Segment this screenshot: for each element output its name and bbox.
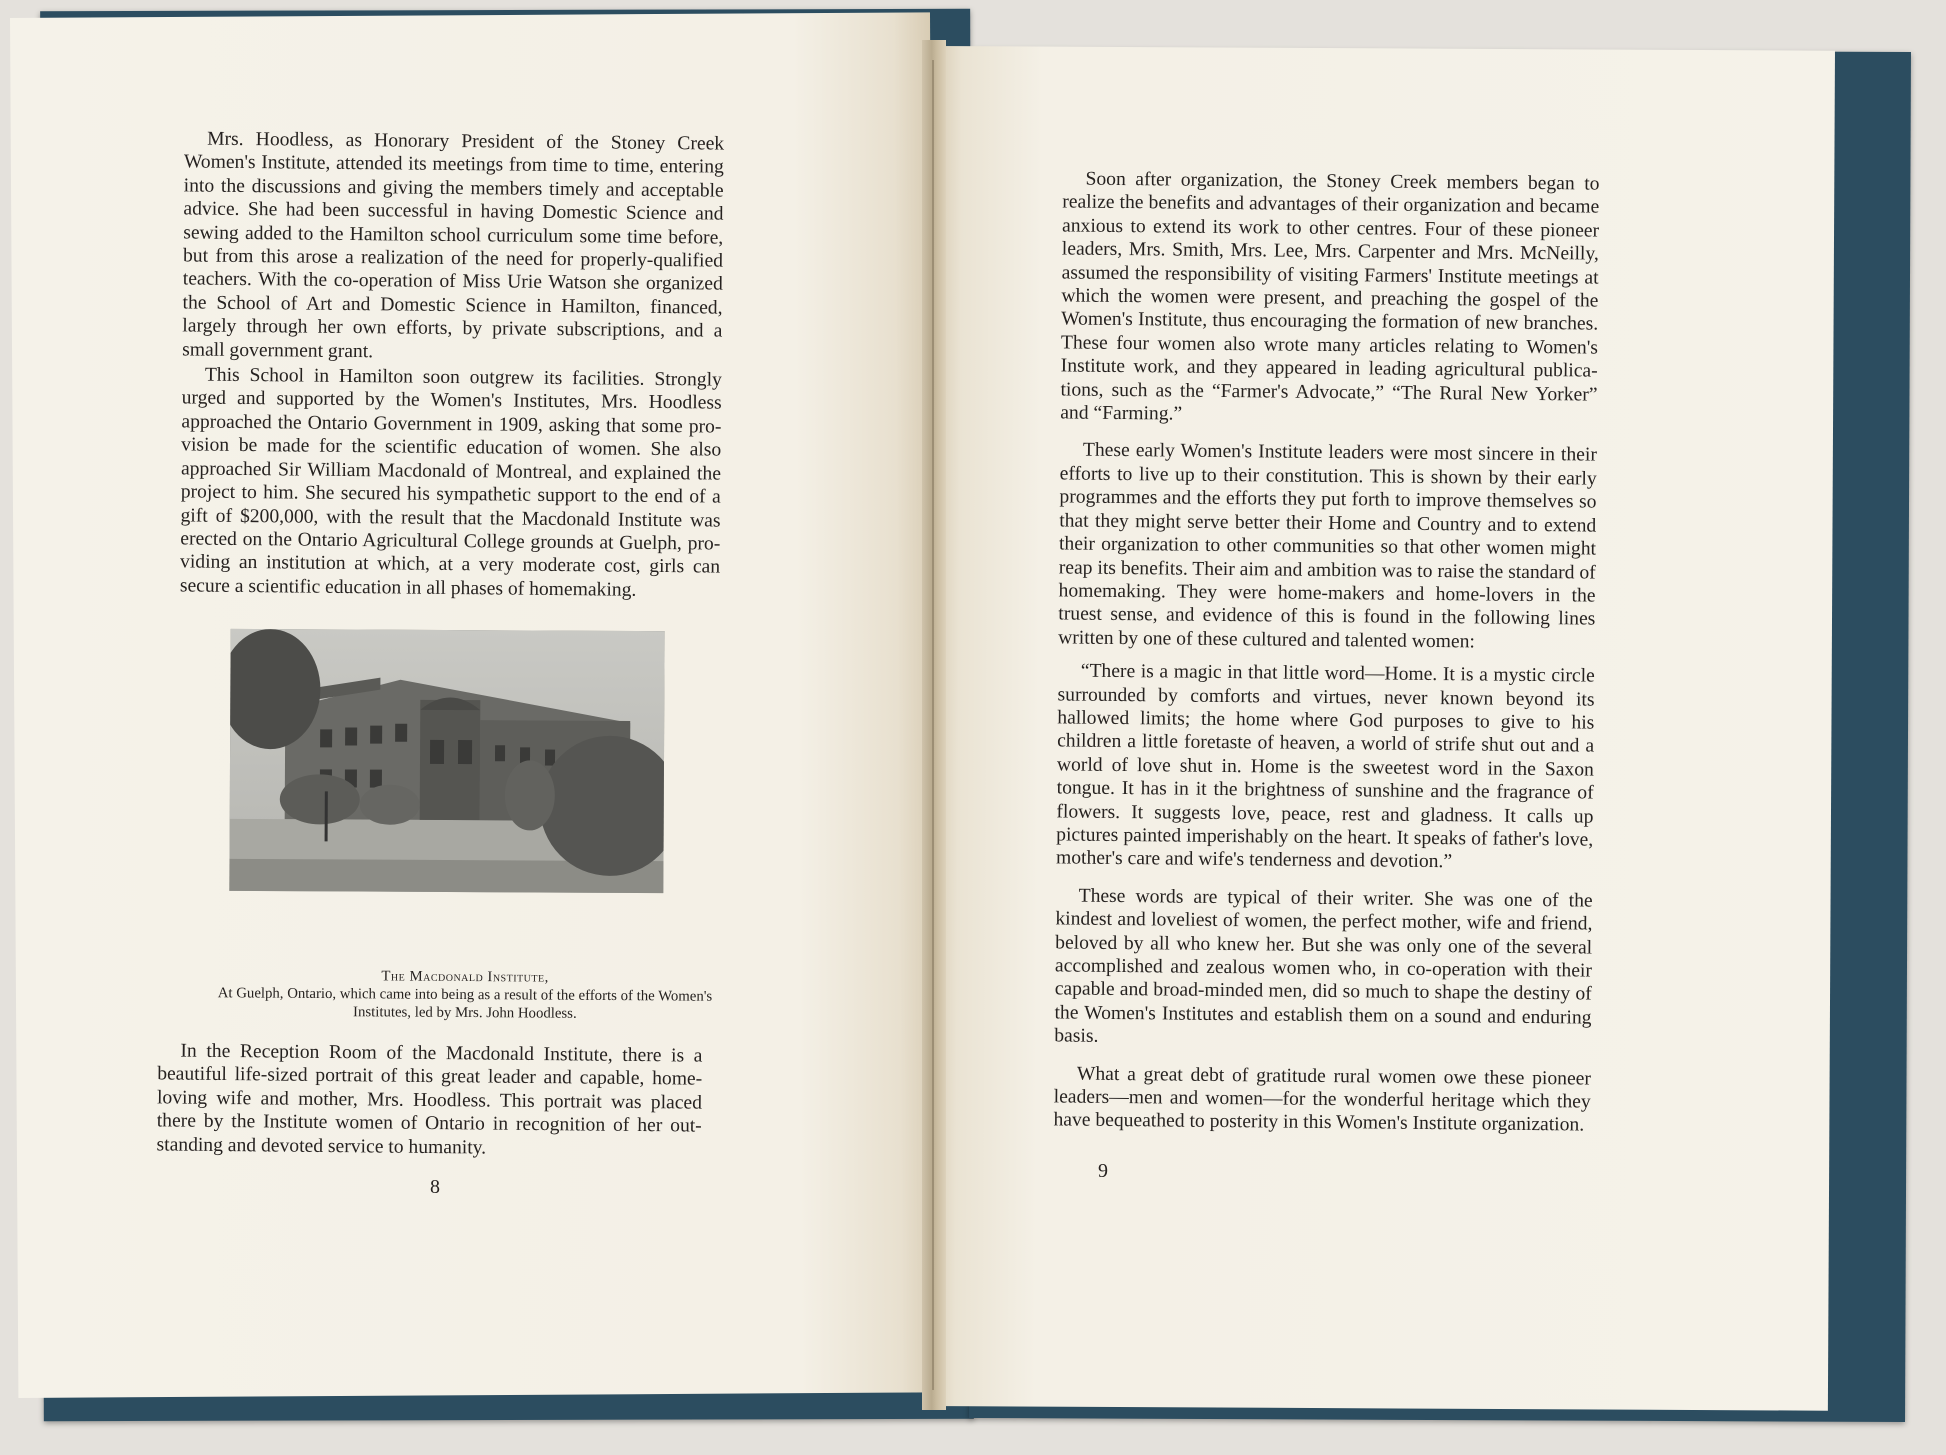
photo-caption-title: The Macdonald Institute, bbox=[381, 968, 549, 986]
right-page-body bbox=[1053, 167, 1599, 1137]
paragraph-reception-room: In the Reception Room of the Macdonald Institute, there is a beautiful life-sized portrait of this great leader and capable, home-loving wife and mother, Mrs. Hoodless. This portrait was placed there by the Institute women of Ontario in recognition of her outstanding and devoted service to humanity. bbox=[156, 1040, 703, 1159]
photo-caption bbox=[200, 966, 730, 1024]
paragraph-hoodless-president: Mrs. Hoodless, as Honorary President of the Stoney Creek Women's Institute, attended its meetings from time to time, entering into the discussions and giving the members timely and acceptable advice. She had been successful in having Domestic Science and sewing added to the Hamilton school curriculum some time before, but from this arose a realization of the need for properly-qualified teachers. With the co-operation of Miss Urie Watson she organized the School of Art and Domestic Science in Hamilton, financed, largely through her own efforts, by private subscriptions, and a small government grant. bbox=[182, 128, 725, 362]
book-gutter-binding bbox=[922, 40, 946, 1410]
paragraph-early-leaders: These early Women's Institute leaders were most sincere in their efforts to live up to their constitution. This is shown by their early programmes and the efforts they put forth to improve themselves so that they might serve better their Home and Country and to extend their organization to other communities so that other women might reap its benefits. Their aim and ambition was to raise the standard of homemaking. They were home-makers and home-lovers in the truest sense, and evidence of this is found in the following lines written by one of these cultured and talented women: bbox=[1058, 440, 1598, 653]
left-page-body-top bbox=[180, 127, 724, 602]
paragraph-stoney-creek-members: Soon after organization, the Stoney Creek members began to realize the benefits and advantages of their organization and became anxious to extend its work to other centres. Four of these pioneer leaders, Mrs. Smith, Mrs. Lee, Mrs. Carpenter and Mrs. McNeilly, assumed the responsibility of visiting Farmers' Institute meetings at which the women were present, and preaching the gospel of the Women's Institute, thus encouraging the formation of new branches. These four women also wrote many articles relating to Women's Institute work, and they appeared in leading agricultural publications, such as the “Farmer's Advocate,” “The Rural New Yorker” and “Farming.” bbox=[1060, 168, 1600, 425]
page-number-left: 8 bbox=[430, 1176, 440, 1198]
paragraph-typical-writer: These words are typical of their writer. She was one of the kindest and loveliest of women, the perfect mother, wife and friend, beloved by all who knew her. But she was only one of the several accomplished and zealous women who, in co-operation with their capable and broad-minded men, did so much to shape the destiny of the Women's Institutes and establish them on a sound and enduring basis. bbox=[1054, 885, 1593, 1048]
photo-caption-body: At Guelph, Ontario, which came into being as a result of the efforts of the Women's Institutes, led by Mrs. John Hoodless. bbox=[217, 985, 713, 1022]
paragraph-hamilton-school: This School in Hamilton soon outgrew its facilities. Strongly urged and supported by the Women's Institutes, Mrs. Hoodless approached the Ontario Government in 1909, asking that some provision be made for the scientific education of women. She also approached Sir William Macdonald of Montreal, and explained the project to him. She secured his sympathetic support to the end of a gift of $200,000, with the result that the Macdonald Institute was erected on the Ontario Agricultural College grounds at Guelph, providing an institution at which, at a very moderate cost, girls can secure a scientific education in all phases of homemaking. bbox=[179, 364, 722, 601]
page-number-right: 9 bbox=[1098, 1160, 1108, 1182]
paragraph-debt-of-gratitude: What a great debt of gratitude rural women owe these pioneer leaders—men and women—for the wonderful heritage which they have bequeathed to posterity in this Women's Institute organization. bbox=[1053, 1063, 1592, 1136]
quote-home: “There is a magic in that little word—Home. It is a mystic circle surrounded by comforts and virtues, never known beyond its hallowed limits; the home where God purposes to give to his children a little foretaste of heaven, a world of strife shut out and a world of love shut in. Home is the sweetest word in the Saxon tongue. It has in it the brightness of sunshine and the fragrance of flowers. It suggests love, peace, rest and gladness. It calls up pictures painted imperishably on the heart. It speaks of father's love, mother's care and wife's tenderness and devotion.” bbox=[1055, 660, 1595, 873]
left-page-body-bottom bbox=[156, 1039, 702, 1161]
macdonald-institute-photo bbox=[229, 629, 664, 893]
